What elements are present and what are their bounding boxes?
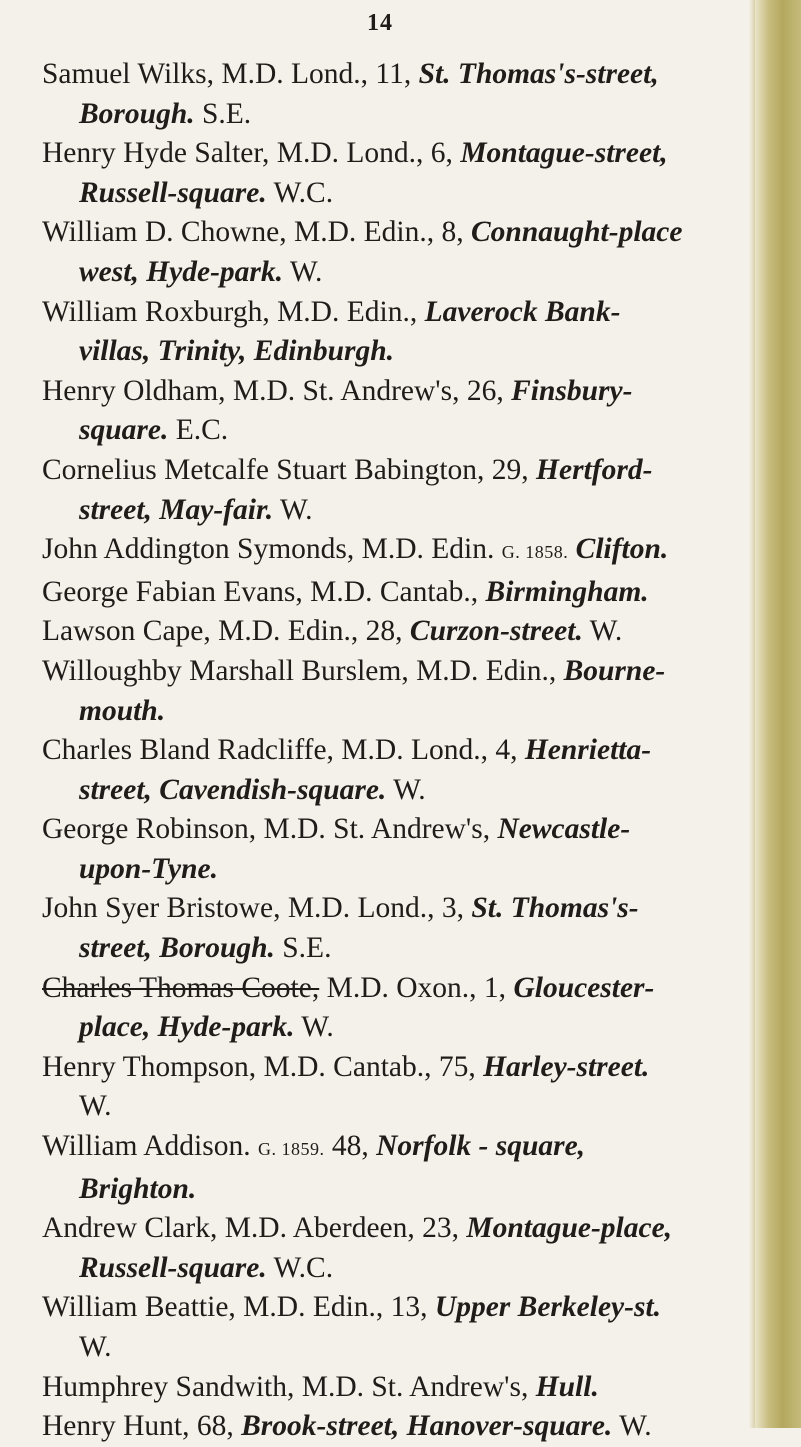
entry-name: George Robinson, M.D. St. Andrew's, <box>42 813 498 846</box>
entry-address: street, Cavendish-square. <box>79 773 387 806</box>
entry-name: Andrew Clark, M.D. Aberdeen, 23, <box>42 1212 467 1245</box>
struck-name: Charles Thomas Coote, <box>42 971 320 1004</box>
entry-district: W.C. <box>266 1251 334 1284</box>
entry-address: Clifton. <box>568 533 669 566</box>
entry-line <box>42 411 757 451</box>
entry-address: upon-Tyne. <box>79 852 219 885</box>
list-item <box>42 652 757 731</box>
entry-address: Norfolk - square, <box>376 1130 586 1163</box>
entry-address: Russell-square. <box>79 1251 267 1284</box>
entry-line <box>42 771 757 811</box>
entry-address: Curzon-street. <box>409 615 583 648</box>
entry-line <box>42 95 757 135</box>
entry-line <box>42 253 757 293</box>
entry-line <box>42 1209 757 1249</box>
list-item <box>42 451 757 530</box>
list-item <box>42 1407 757 1447</box>
entry-line <box>42 174 757 214</box>
entry-line <box>42 1249 757 1289</box>
entry-address: place, Hyde-park. <box>79 1011 295 1044</box>
entry-address: Hertford- <box>536 453 653 486</box>
entry-address: villas, Trinity, Edinburgh. <box>79 335 395 368</box>
entry-line <box>42 1407 757 1447</box>
entry-line <box>42 491 757 531</box>
entry-line <box>42 530 757 573</box>
entry-address: Hull. <box>535 1370 599 1403</box>
entry-address: St. Thomas's- <box>471 892 639 925</box>
entry-address: Brighton. <box>79 1172 197 1205</box>
list-item <box>42 1127 757 1209</box>
entry-address: Montague-street, <box>460 137 668 170</box>
entry-line <box>42 1288 757 1328</box>
entry-address: square. <box>79 414 169 447</box>
list-item <box>42 134 757 213</box>
entry-line <box>42 332 757 372</box>
entry-district: W. <box>283 255 323 288</box>
entry-district: S.E. <box>194 97 252 130</box>
entry-district: W. <box>79 1090 112 1123</box>
entry-name: Henry Hyde Salter, M.D. Lond., 6, <box>42 137 461 170</box>
entry-line <box>42 1087 757 1127</box>
entry-number: 48, <box>324 1130 377 1163</box>
page-edge <box>755 0 801 1428</box>
entry-address: west, Hyde-park. <box>79 255 284 288</box>
page-number: 14 <box>367 10 393 36</box>
entry-line <box>42 1127 757 1170</box>
entry-district: W. <box>612 1410 652 1443</box>
entry-line <box>42 1368 757 1408</box>
entry-district: W. <box>294 1011 334 1044</box>
entry-address: Connaught-place <box>471 216 683 249</box>
entry-line <box>42 929 757 969</box>
entry-address: Bourne- <box>563 654 666 687</box>
entry-line <box>42 652 757 692</box>
entry-name: William Addison. <box>42 1130 258 1163</box>
entry-name: Samuel Wilks, M.D. Lond., 11, <box>42 58 419 90</box>
entry-district: W.C. <box>266 176 334 209</box>
entry-degree: M.D. Oxon., 1, <box>319 971 514 1004</box>
entry-name: William Roxburgh, M.D. Edin., <box>42 295 425 328</box>
list-item <box>42 1048 757 1127</box>
entry-line <box>42 1328 757 1368</box>
entry-line <box>42 1048 757 1088</box>
entry-name: George Fabian Evans, M.D. Cantab., <box>42 575 486 608</box>
entry-name: John Syer Bristowe, M.D. Lond., 3, <box>42 892 472 925</box>
entry-address: mouth. <box>79 694 166 727</box>
list-item <box>42 293 757 372</box>
entry-district: S.E. <box>274 932 332 965</box>
entry-address: Henrietta- <box>524 734 652 767</box>
list-item <box>42 1368 757 1408</box>
entry-line <box>42 55 757 95</box>
entry-name: Henry Thompson, M.D. Cantab., 75, <box>42 1050 484 1083</box>
entry-name: Willoughby Marshall Burslem, M.D. Edin., <box>42 654 564 687</box>
list-item <box>42 213 757 292</box>
entry-district: W. <box>79 1331 112 1363</box>
entry-district: W. <box>582 615 623 648</box>
list-item <box>42 372 757 451</box>
entry-line <box>42 213 757 253</box>
entry-name: Charles Bland Radcliffe, M.D. Lond., 4, <box>42 734 525 767</box>
entry-line <box>42 573 757 613</box>
list-item <box>42 810 757 889</box>
entry-line <box>42 850 757 890</box>
list-item <box>42 731 757 810</box>
entry-name: Lawson Cape, M.D. Edin., 28, <box>42 615 410 648</box>
entry-district: E.C. <box>168 414 229 447</box>
entry-list <box>42 55 757 1447</box>
entry-address: street, May-fair. <box>79 493 274 526</box>
entry-address: St. Thomas's-street, <box>418 58 659 90</box>
entry-address: Borough. <box>79 97 195 130</box>
entry-address: Finsbury- <box>511 374 633 407</box>
entry-line <box>42 372 757 412</box>
entry-address: Upper Berkeley-st. <box>434 1291 662 1324</box>
entry-name: William Beattie, M.D. Edin., 13, <box>42 1291 435 1324</box>
entry-district: W. <box>386 773 426 806</box>
entry-line <box>42 889 757 929</box>
entry-line <box>42 293 757 333</box>
entry-line <box>42 731 757 771</box>
list-item <box>42 573 757 613</box>
entry-address: Newcastle- <box>497 813 631 846</box>
entry-line <box>42 134 757 174</box>
entry-address: Brook-street, Hanover-square. <box>241 1410 613 1443</box>
list-item <box>42 530 757 573</box>
entry-line <box>42 969 757 1009</box>
list-item <box>42 612 757 652</box>
entry-address: street, Borough. <box>79 932 275 965</box>
entry-name: Humphrey Sandwith, M.D. St. Andrew's, <box>42 1370 536 1403</box>
entry-address: Laverock Bank- <box>424 295 621 328</box>
list-item <box>42 1288 757 1367</box>
entry-address: Harley-street. <box>483 1050 650 1083</box>
entry-name: Cornelius Metcalfe Stuart Babington, 29, <box>42 453 537 486</box>
entry-line <box>42 810 757 850</box>
entry-address: Birmingham. <box>485 575 649 608</box>
entry-address: Russell-square. <box>79 176 267 209</box>
graduation-year: G. 1858. <box>501 542 569 563</box>
entry-district: W. <box>273 493 313 526</box>
entry-name: John Addington Symonds, M.D. Edin. <box>42 533 502 566</box>
entry-line <box>42 1170 757 1210</box>
list-item <box>42 889 757 968</box>
entry-line <box>42 612 757 652</box>
entry-name: Henry Oldham, M.D. St. Andrew's, 26, <box>42 374 512 407</box>
entry-line <box>42 1008 757 1048</box>
entry-address: Gloucester- <box>513 971 655 1004</box>
list-item <box>42 969 757 1048</box>
entry-address: Montague-place, <box>466 1212 673 1245</box>
entry-line <box>42 451 757 491</box>
entry-line <box>42 692 757 732</box>
list-item <box>42 55 757 134</box>
graduation-year: G. 1859. <box>257 1139 325 1160</box>
entry-name: Henry Hunt, 68, <box>42 1410 242 1443</box>
list-item <box>42 1209 757 1288</box>
entry-name: William D. Chowne, M.D. Edin., 8, <box>42 216 471 249</box>
